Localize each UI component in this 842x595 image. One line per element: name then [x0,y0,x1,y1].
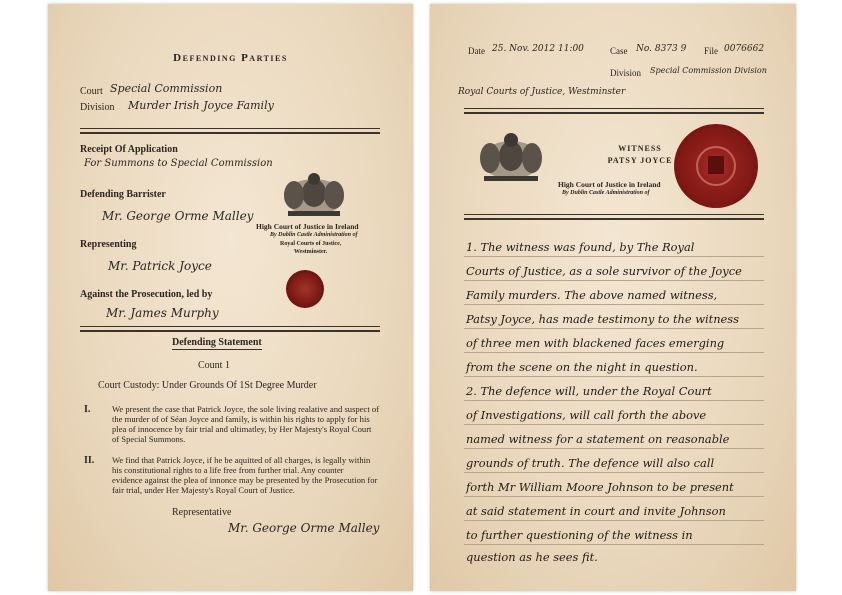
court-label: Court [80,86,103,97]
item-number: II. [84,455,95,466]
division-value: Special Commission Division [650,66,767,75]
receipt-label: Receipt Of Application [80,144,178,155]
statement-line: of three men with blackened faces emerging [466,336,725,350]
representative-label: Representative [172,507,232,518]
statement-line: grounds of truth. The defence will also call [466,456,715,470]
royal-crest-icon [274,169,354,219]
division-label: Division [80,102,115,113]
statement-line: from the scene on the night in question. [466,360,698,374]
date-label: Date [468,46,485,56]
crest-caption-1: High Court of Justice in Ireland [256,222,359,231]
divider [464,108,764,114]
case-label: Case [610,46,628,56]
statement-line: to further questioning of the witness in [466,528,693,542]
representing-value: Mr. Patrick Joyce [108,259,212,273]
statement-line: Courts of Justice, as a sole survivor of the Joyce [466,264,742,278]
item-number: I. [84,404,91,415]
file-value: 0076662 [724,44,765,54]
statement-line: of Investigations, will call forth the above [466,408,707,422]
file-label: File [704,46,719,56]
crest-caption-1: High Court of Justice in Ireland [558,180,661,189]
custody-line: Court Custody: Under Grounds Of 1St Degree Murder [98,380,317,391]
royal-crest-icon [472,130,550,184]
crest-caption-2: By Dublin Castle Administration of [562,190,650,196]
date-value: 25. Nov. 2012 11:00 [492,44,584,54]
receipt-value: For Summons to Special Commission [84,158,273,169]
barrister-label: Defending Barrister [80,189,166,200]
witness-sheet [430,4,796,591]
statement-line: at said statement in court and invite Johnson [466,504,726,518]
crest-caption-3: Royal Courts of Justice, [280,241,342,247]
prosecution-label: Against the Prosecution, led by [80,289,213,300]
statement-line: named witness for a statement on reasonable [466,432,730,446]
representative-signature: Mr. George Orme Malley [228,521,380,535]
statement-line: Patsy Joyce, has made testimony to the witness [466,312,739,326]
statement-line: question as he sees fit. [466,550,598,564]
divider [464,214,764,220]
crest-caption-4: Westminster. [294,249,328,255]
divider [80,128,380,134]
barrister-value: Mr. George Orme Malley [102,209,254,223]
wax-seal-icon [286,270,324,308]
representing-label: Representing [80,239,137,250]
defending-parties-sheet [48,4,413,591]
statement-heading: Defending Statement [172,337,262,348]
count-label: Count 1 [198,360,230,371]
statement-line: 2. The defence will, under the Royal Court [466,384,712,398]
divider [80,326,380,332]
witness-name: PATSY JOYCE [607,156,673,165]
division-value: Murder Irish Joyce Family [128,99,274,112]
witness-label: WITNESS [618,144,662,153]
item-paragraph: We find that Patrick Joyce, if he be aquitted of all charges, is legally within his constitutional rights to a life free from further trial. Any counter evidence against the plea of innonce may be presented by the Prosecution for fair trial, under Her Majesty's Royal Court of Justice. [112,455,378,495]
statement-line: Family murders. The above named witness, [466,288,718,302]
prosecution-value: Mr. James Murphy [106,306,219,320]
item-paragraph: We present the case that Patrick Joyce, the sole living realative and suspect of the murder of of Séan Joyce and family, is within his rights to apply for his plea of innocence by fair trial and ultimatley, by Her Majesty's Royal Court of Special Summons. [112,404,380,444]
division-label: Division [610,68,642,78]
red-seal-icon [674,124,758,208]
sheet-title: Defending Parties [173,52,288,64]
statement-line: forth Mr William Moore Johnson to be present [466,480,734,494]
statement-line: 1. The witness was found, by The Royal [466,240,695,254]
crest-caption-2: By Dublin Castle Administration of [270,232,358,238]
case-value: No. 8373 9 [636,44,687,54]
court-value: Special Commission [110,82,223,95]
court-line: Royal Courts of Justice, Westminster [458,87,626,97]
